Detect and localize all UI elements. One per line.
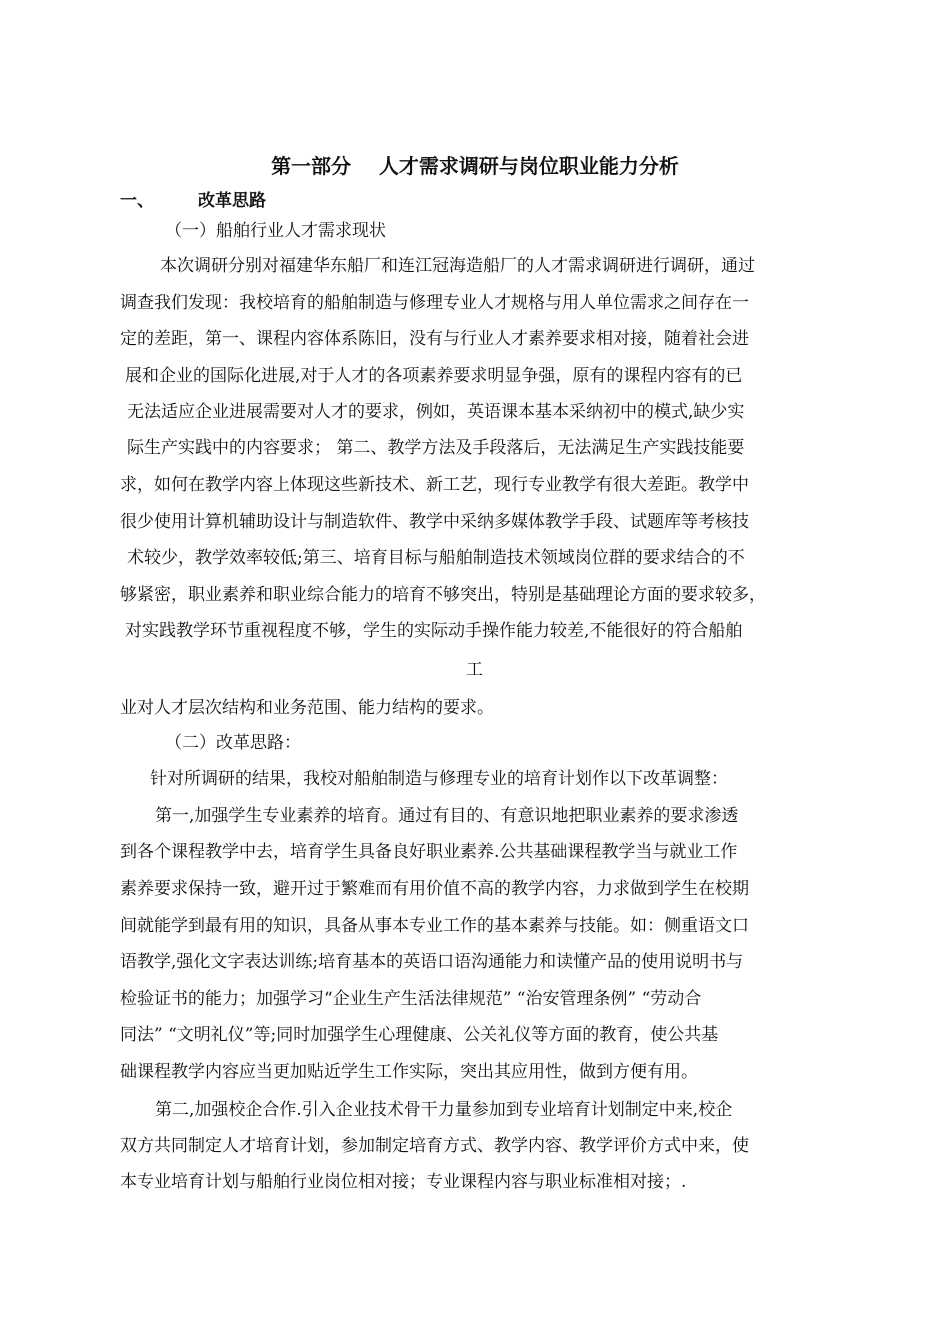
paragraph-line: 第二,加强校企合作.引入企业技术骨干力量参加到专业培育计划制定中来,校企 (155, 1100, 733, 1120)
paragraph-line: 很少使用计算机辅助设计与制造软件、教学中采纳多媒体教学手段、试题库等考核技 (120, 512, 749, 532)
paragraph-line: 检验证书的能力；加强学习“企业生产生活法律规范” “治安管理条例” “劳动合 (120, 989, 702, 1009)
paragraph-line: 本专业培育计划与船舶行业岗位相对接；专业课程内容与职业标准相对接；. (120, 1172, 687, 1192)
paragraph-line: 素养要求保持一致，避开过于繁难而有用价值不高的教学内容，力求做到学生在校期 (120, 879, 749, 899)
paragraph-line: 语教学,强化文字表达训练;培育基本的英语口语沟通能力和读懂产品的使用说明书与 (120, 952, 744, 972)
page-title: 第一部分 人才需求调研与岗位职业能力分析 (271, 154, 679, 178)
paragraph-line: 间就能学到最有用的知识，具备从事本专业工作的基本素养与技能。如：侧重语文口 (120, 916, 749, 936)
paragraph-line: 到各个课程教学中去，培育学生具备良好职业素养.公共基础课程教学当与就业工作 (120, 842, 738, 862)
paragraph-line: 第一,加强学生专业素养的培育。通过有目的、有意识地把职业素养的要求渗透 (155, 806, 739, 826)
paragraph-line: 础课程教学内容应当更加贴近学生工作实际，突出其应用性，做到方便有用。 (120, 1062, 698, 1082)
paragraph-line: 术较少，教学效率较低;第三、培育目标与船舶制造技术领域岗位群的要求结合的不 (127, 548, 745, 568)
section-heading-text: 改革思路 (198, 191, 266, 211)
paragraph-line: 调查我们发现：我校培育的船舶制造与修理专业人才规格与用人单位需求之间存在一 (120, 293, 749, 313)
paragraph-line: 对实践教学环节重视程度不够，学生的实际动手操作能力较差,不能很好的符合船舶 (125, 621, 743, 641)
paragraph-line: 定的差距，第一、课程内容体系陈旧，没有与行业人才素养要求相对接，随着社会进 (120, 329, 749, 349)
section-number: 一、 (120, 191, 154, 211)
paragraph-line: 双方共同制定人才培育计划，参加制定培育方式、教学内容、教学评价方式中来，使 (120, 1136, 749, 1156)
paragraph-line: 工 (466, 660, 483, 680)
subsection-heading: （一）船舶行业人才需求现状 (165, 221, 386, 241)
subsection-heading: （二）改革思路： (165, 733, 301, 753)
paragraph-line: 际生产实践中的内容要求； 第二、教学方法及手段落后，无法满足生产实践技能要 (127, 438, 745, 458)
paragraph-line: 求，如何在教学内容上体现这些新技术、新工艺，现行专业教学有很大差距。教学中 (120, 475, 749, 495)
paragraph-line: 无法适应企业进展需要对人才的要求，例如，英语课本基本采纳初中的模式,缺少实 (127, 402, 745, 422)
section-heading (120, 186, 266, 211)
paragraph-line: 业对人才层次结构和业务范围、能力结构的要求。 (120, 698, 494, 718)
paragraph-line: 同法” “文明礼仪”等;同时加强学生心理健康、公关礼仪等方面的教育，使公共基 (120, 1025, 719, 1045)
paragraph-line: 本次调研分别对福建华东船厂和连江冠海造船厂的人才需求调研进行调研，通过 (160, 256, 755, 276)
paragraph-line: 够紧密，职业素养和职业综合能力的培育不够突出，特别是基础理论方面的要求较多， (120, 585, 766, 605)
paragraph-line: 针对所调研的结果，我校对船舶制造与修理专业的培育计划作以下改革调整： (150, 769, 728, 789)
paragraph-line: 展和企业的国际化进展,对于人才的各项素养要求明显争强，原有的课程内容有的已 (125, 366, 743, 386)
